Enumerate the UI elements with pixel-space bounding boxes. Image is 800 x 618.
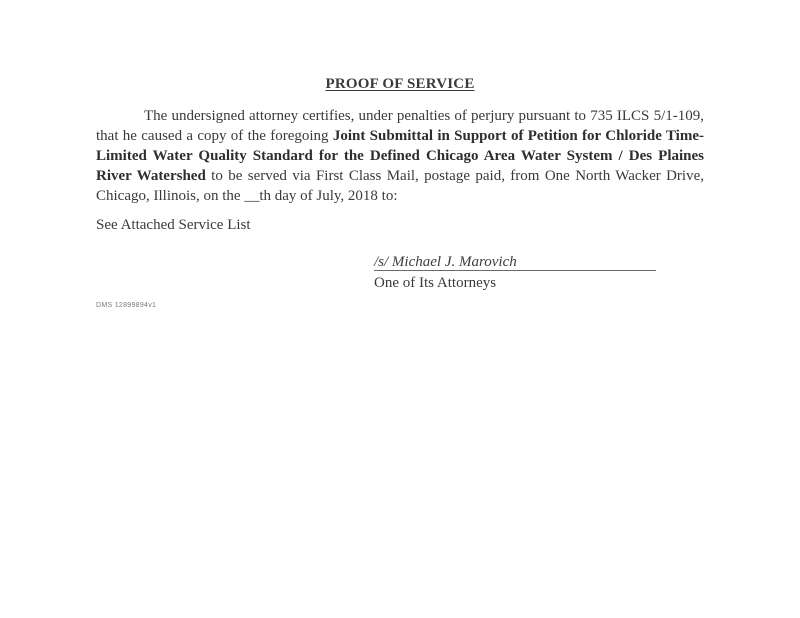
paragraph-intro: The undersigned attorney certifies, under penalties of perjury pursuant to 735 ILCS 5/1-109, that he caused a copy of the foregoing	[96, 108, 704, 144]
service-list-reference: See Attached Service List	[96, 217, 251, 233]
certification-paragraph	[96, 106, 704, 206]
title-text: PROOF OF SERVICE	[325, 76, 475, 92]
document-title	[0, 76, 800, 93]
signature-caption: One of Its Attorneys	[374, 275, 497, 291]
paragraph-closing: to be served via First Class Mail, postage paid, from One North Wacker Drive, Chicago, Illinois, on the __th day of July, 2018 to:	[96, 168, 704, 204]
signature-block	[374, 254, 664, 292]
document-id: DMS 12899894v1	[96, 302, 157, 309]
paragraph-bold-title: Joint Submittal in Support of Petition for Chloride Time-Limited Water Quality Standard for the Defined Chicago Area Water System / Des Plaines River Watershed	[96, 128, 704, 184]
signature-name: /s/ Michael J. Marovich	[374, 254, 656, 271]
